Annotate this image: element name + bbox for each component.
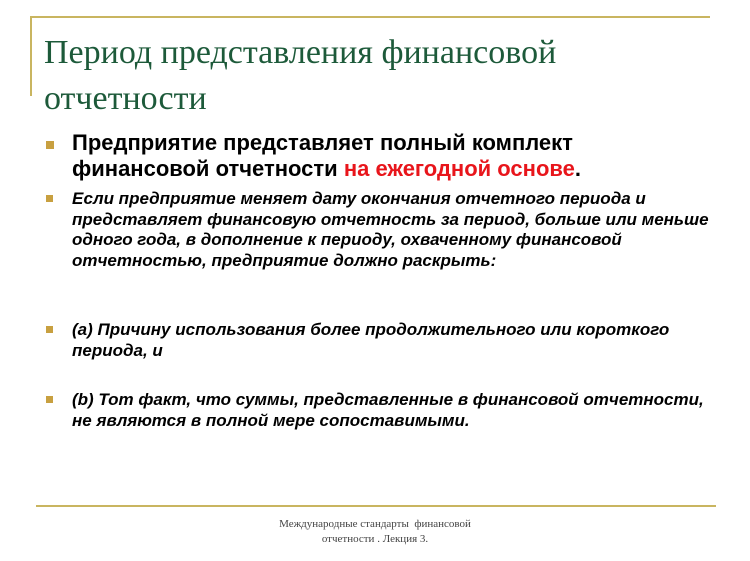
bullet-square-icon — [46, 141, 54, 149]
bullet-item-2 — [72, 189, 712, 271]
bullet-square-icon — [46, 195, 53, 202]
bullet-text: (b) Тот факт, что суммы, представленные в финансовой отчетности, не являются в полной мере сопоставимыми. — [72, 390, 704, 430]
footer-line-2: отчетности . Лекция 3. — [321, 533, 429, 545]
left-divider — [30, 16, 32, 96]
highlight-text: на ежегодной основе — [343, 156, 575, 181]
footer — [0, 517, 750, 547]
bullet-end: . — [574, 156, 581, 181]
bottom-divider — [36, 505, 716, 507]
bullet-text: Если предприятие меняет дату окончания отчетного периода и представляет финансовую отчетность за период, больше или меньше одного года, в дополнение к периоду, охваченному финансовой отчетностью, предприятие должно раскрыть: — [72, 189, 709, 270]
bullet-item-4 — [72, 390, 712, 431]
bullet-item-1 — [72, 130, 712, 182]
bullet-text: Предприятие представляет полный комплект финансовой отчетности — [72, 130, 573, 181]
top-divider — [30, 16, 710, 18]
bullet-item-3 — [72, 320, 712, 361]
slide-title: Период представления финансовой отчетности — [44, 34, 557, 117]
bullet-square-icon — [46, 326, 53, 333]
footer-line-1: Международные стандарты финансовой — [279, 518, 471, 530]
bullet-square-icon — [46, 396, 53, 403]
bullet-text: (a) Причину использования более продолжительного или короткого периода, и — [72, 320, 670, 360]
